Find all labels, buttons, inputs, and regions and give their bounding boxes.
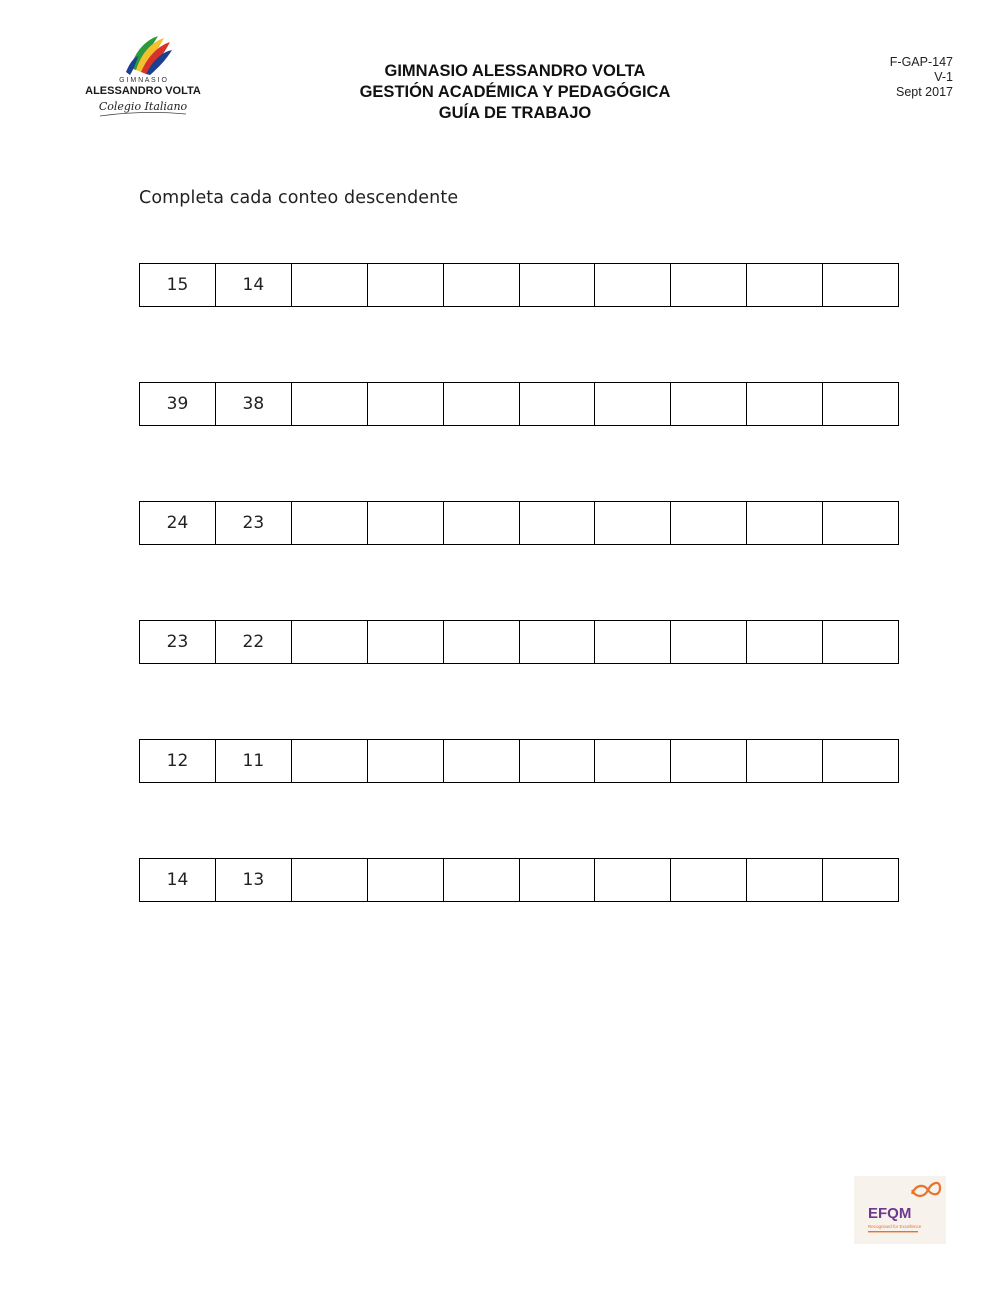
count-cell-given: 13 [216, 859, 292, 901]
count-cell-given: 14 [140, 859, 216, 901]
document-meta [890, 55, 953, 100]
count-cell-answer[interactable] [520, 859, 596, 901]
count-cell-answer[interactable] [595, 383, 671, 425]
count-cell-answer[interactable] [368, 859, 444, 901]
count-cell-answer[interactable] [292, 264, 368, 306]
document-type: GUÍA DE TRABAJO [438, 104, 592, 122]
count-row [139, 858, 899, 902]
svg-text:G I M N A S I O: G I M N A S I O [119, 77, 167, 84]
count-cell-given: 12 [140, 740, 216, 782]
count-cell-answer[interactable] [520, 383, 596, 425]
count-cell-answer[interactable] [823, 383, 898, 425]
header-title-block [300, 61, 730, 124]
count-cell-given: 39 [140, 383, 216, 425]
efqm-badge [854, 1176, 946, 1244]
count-cell-answer[interactable] [671, 264, 747, 306]
count-cell-answer[interactable] [520, 621, 596, 663]
count-cell-given: 23 [216, 502, 292, 544]
count-cell-answer[interactable] [671, 383, 747, 425]
count-cell-answer[interactable] [368, 502, 444, 544]
count-cell-answer[interactable] [671, 859, 747, 901]
count-row [139, 501, 899, 545]
svg-text:Colegio Italiano: Colegio Italiano [98, 100, 188, 113]
svg-text:Recognised for Excellence: Recognised for Excellence [868, 1224, 922, 1229]
count-cell-answer[interactable] [747, 621, 823, 663]
count-cell-answer[interactable] [595, 621, 671, 663]
document-version: V-1 [934, 70, 953, 84]
document-date: Sept 2017 [896, 85, 953, 99]
count-cell-answer[interactable] [368, 264, 444, 306]
count-cell-answer[interactable] [292, 859, 368, 901]
count-cell-answer[interactable] [823, 859, 898, 901]
count-row [139, 382, 899, 426]
count-cell-answer[interactable] [671, 621, 747, 663]
count-cell-answer[interactable] [747, 264, 823, 306]
count-cell-answer[interactable] [368, 383, 444, 425]
document-code: F-GAP-147 [889, 55, 953, 69]
count-cell-answer[interactable] [520, 740, 596, 782]
svg-text:ALESSANDRO VOLTA: ALESSANDRO VOLTA [85, 85, 201, 97]
count-cell-answer[interactable] [747, 740, 823, 782]
count-cell-answer[interactable] [823, 502, 898, 544]
school-crest-icon [78, 30, 208, 122]
count-cell-answer[interactable] [520, 502, 596, 544]
count-cell-given: 24 [140, 502, 216, 544]
count-cell-answer[interactable] [444, 264, 520, 306]
count-cell-answer[interactable] [444, 383, 520, 425]
count-cell-answer[interactable] [444, 621, 520, 663]
count-cell-answer[interactable] [595, 859, 671, 901]
count-cell-answer[interactable] [292, 740, 368, 782]
count-row [139, 620, 899, 664]
school-name: GIMNASIO ALESSANDRO VOLTA [384, 62, 646, 80]
count-cell-given: 38 [216, 383, 292, 425]
count-row [139, 739, 899, 783]
count-cell-answer[interactable] [595, 502, 671, 544]
count-cell-answer[interactable] [747, 502, 823, 544]
count-cell-answer[interactable] [292, 383, 368, 425]
count-cell-answer[interactable] [671, 740, 747, 782]
count-cell-given: 15 [140, 264, 216, 306]
count-cell-answer[interactable] [747, 383, 823, 425]
count-cell-answer[interactable] [368, 621, 444, 663]
instruction-text: Completa cada conteo descendente [139, 188, 459, 208]
count-cell-answer[interactable] [595, 740, 671, 782]
count-cell-answer[interactable] [444, 859, 520, 901]
count-cell-answer[interactable] [823, 621, 898, 663]
count-cell-given: 22 [216, 621, 292, 663]
count-cell-answer[interactable] [444, 502, 520, 544]
count-cell-answer[interactable] [292, 621, 368, 663]
count-cell-answer[interactable] [292, 502, 368, 544]
count-cell-answer[interactable] [823, 740, 898, 782]
area-name: GESTIÓN ACADÉMICA Y PEDAGÓGICA [359, 83, 671, 101]
count-cell-answer[interactable] [368, 740, 444, 782]
count-cell-answer[interactable] [671, 502, 747, 544]
school-logo [78, 30, 208, 122]
svg-text:EFQM: EFQM [868, 1205, 912, 1222]
count-cell-answer[interactable] [747, 859, 823, 901]
efqm-logo-icon [854, 1176, 946, 1244]
count-cell-answer[interactable] [444, 740, 520, 782]
count-cell-given: 23 [140, 621, 216, 663]
count-cell-answer[interactable] [595, 264, 671, 306]
count-cell-answer[interactable] [520, 264, 596, 306]
count-cell-answer[interactable] [823, 264, 898, 306]
count-cell-given: 11 [216, 740, 292, 782]
count-cell-given: 14 [216, 264, 292, 306]
count-row [139, 263, 899, 307]
